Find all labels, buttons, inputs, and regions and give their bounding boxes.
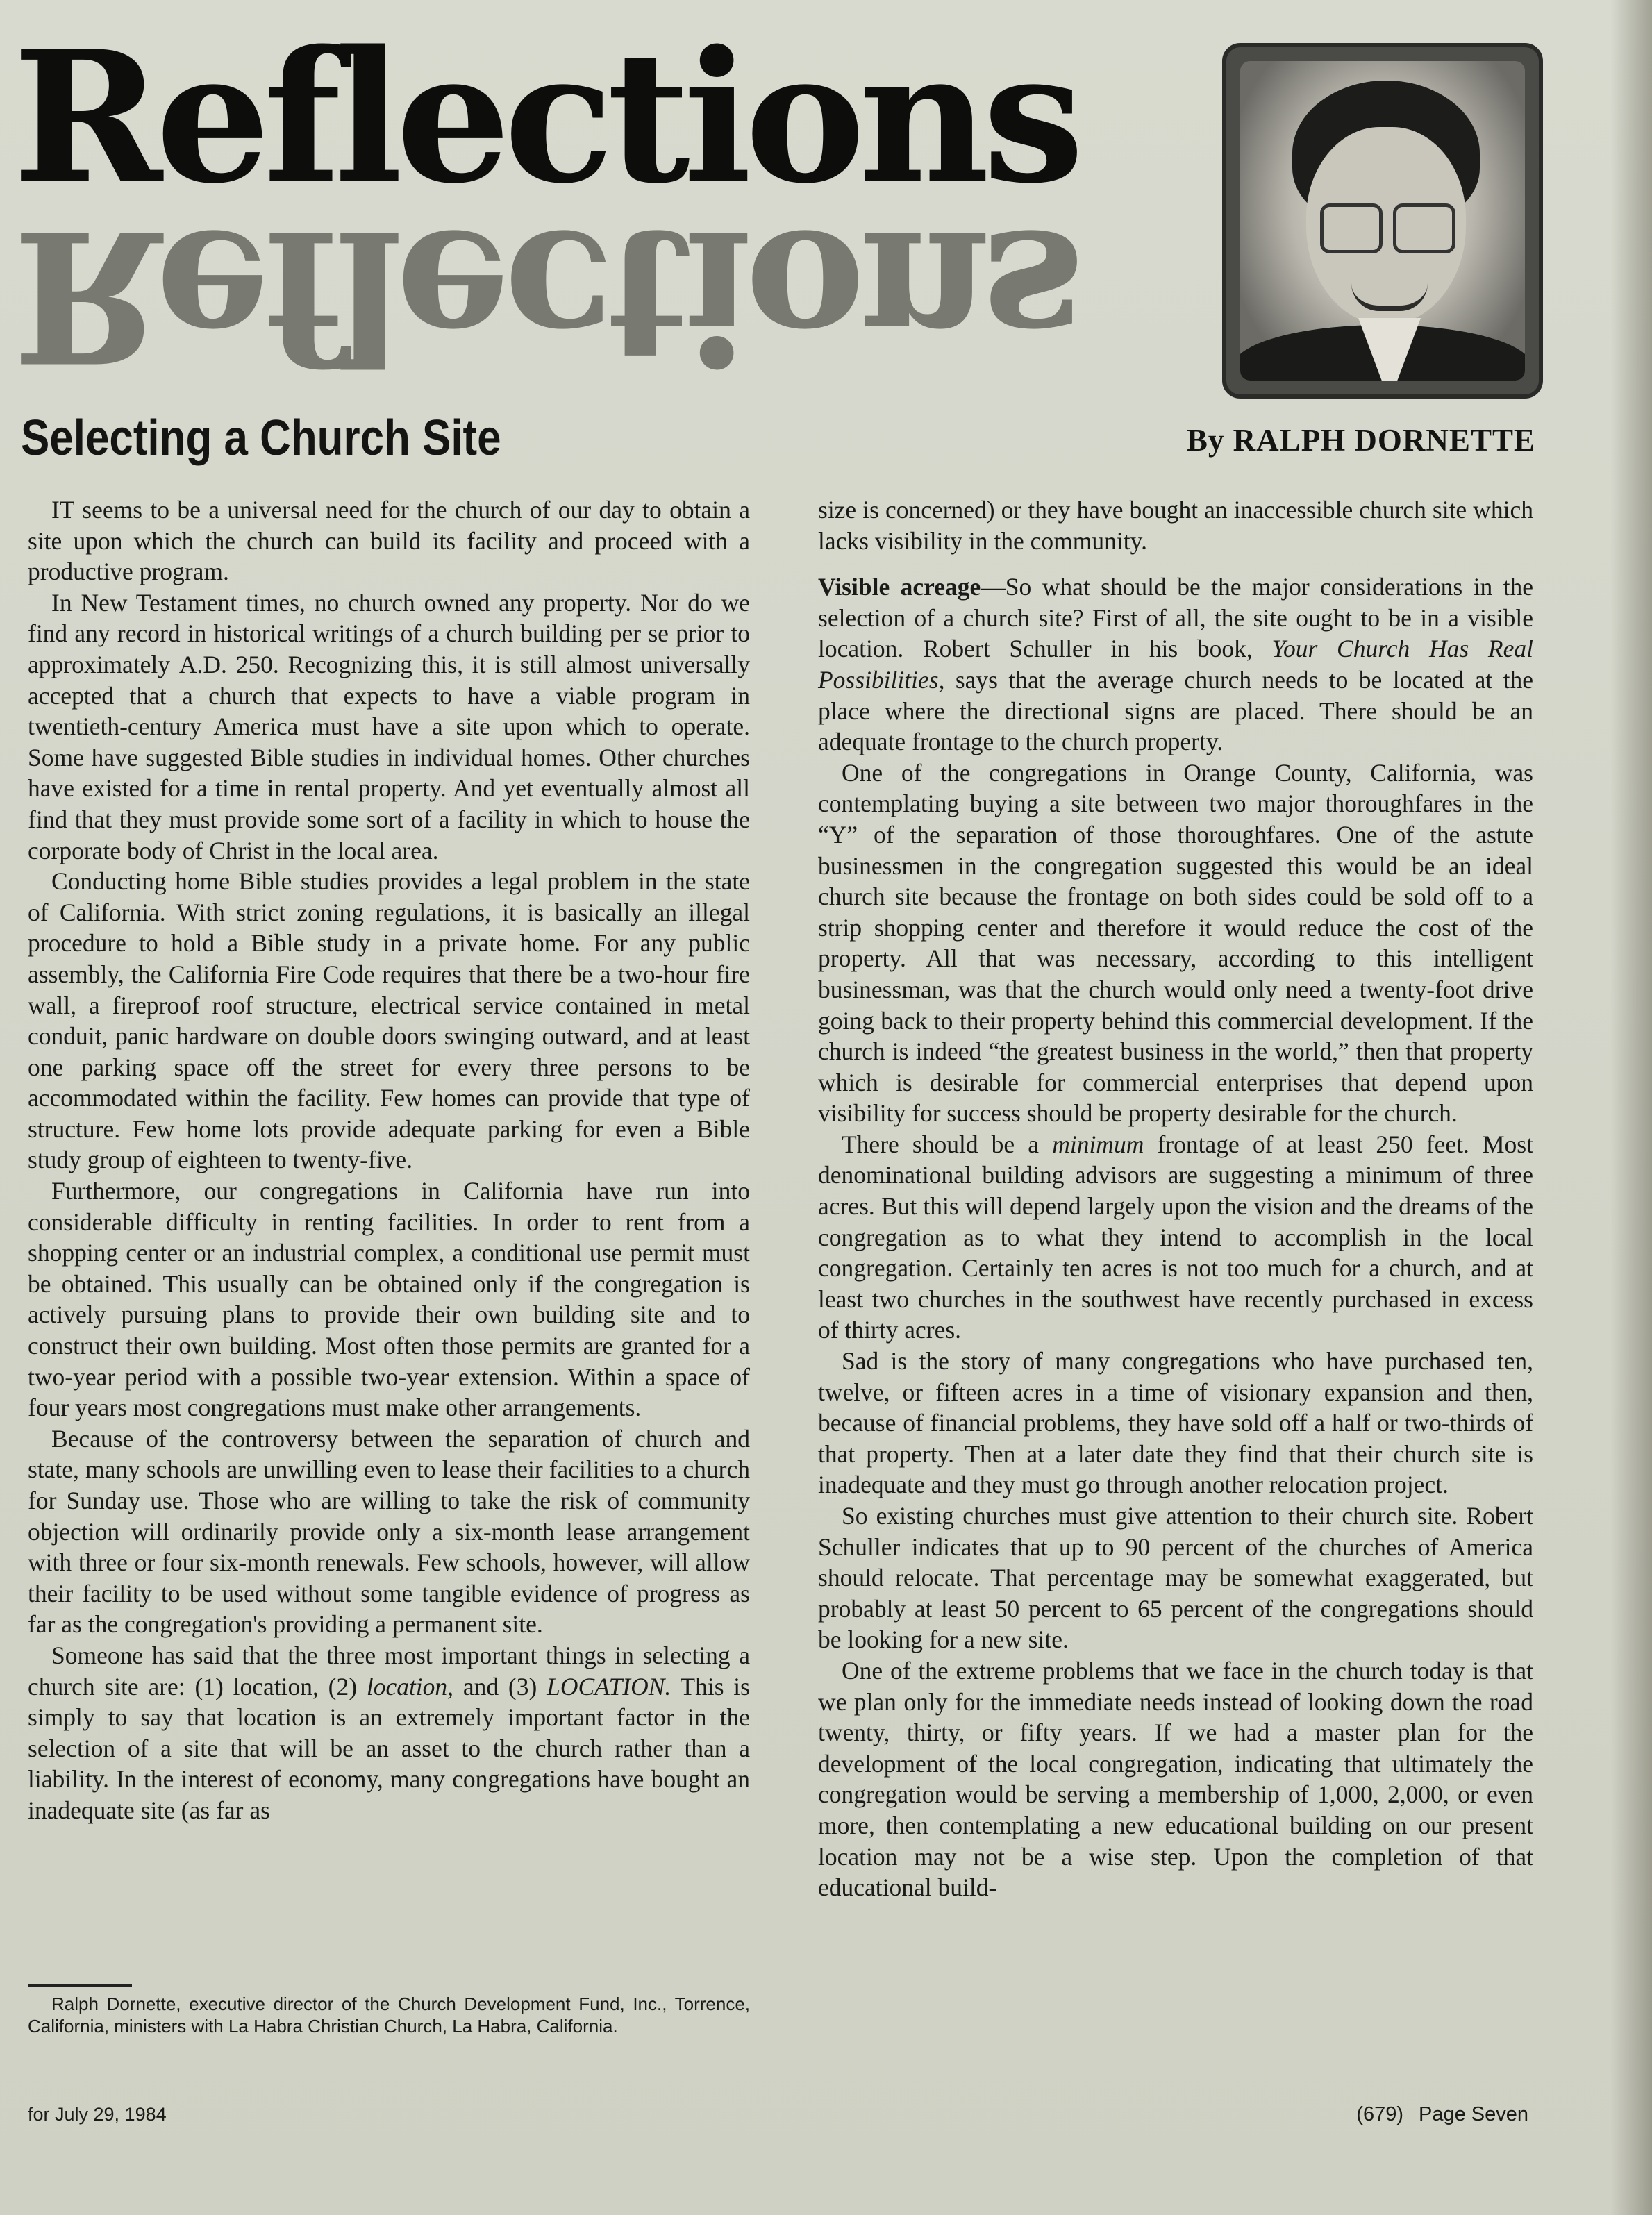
masthead-title-reflection: Reflections <box>12 190 1078 401</box>
paragraph <box>818 1129 1533 1346</box>
article-byline: By RALPH DORNETTE <box>1186 423 1535 458</box>
paragraph: Conducting home Bible studies provides a legal problem in the state of California. With strict zoning regulations, it is basically an illegal procedure to hold a Bible study in a private home. For any public assembly, the California Fire Code requires that there be a two-hour fire wall, a fireproof roof structure, electrical service contained in metal conduit, panic hardware on double doors swinging outward, and at least one parking space off the street for every three persons to be accommodated within the facility. Few homes can provide that type of structure. Few home lots provide adequate parking for even a Bible study group of eighteen to twenty-five. <box>28 867 750 1174</box>
masthead <box>12 12 1193 410</box>
page-label: Page Seven <box>1418 2103 1528 2125</box>
paragraph <box>28 1640 750 1826</box>
paragraph: One of the extreme problems that we face in the church today is that we plan only for the immediate needs instead of looking down the road twenty, thirty, or fifty years. If we had a master plan for the development of the local congregation, indicating that ultimately the congregation would be serving a membership of 1,000, 2,000, or even more, then contemplating a new educational building on our present location may not be a wise step. Upon the completion of that educational build- <box>818 1656 1533 1902</box>
portrait-glasses-left <box>1320 203 1383 253</box>
page-code: (679) <box>1356 2103 1403 2125</box>
masthead-title: Reflections <box>12 12 1078 224</box>
paragraph: size is concerned) or they have bought an inaccessible church site which lacks visibility in the community. <box>818 496 1533 555</box>
portrait-glasses-right <box>1393 203 1455 253</box>
author-footnote: Ralph Dornette, executive director of the Church Development Fund, Inc., Torrence, California, ministers with La Habra Christian Church, La Habra, California. <box>28 1994 750 2037</box>
article-column-left <box>28 494 750 1826</box>
text-run: frontage of at least 250 feet. Most denominational building advisors are suggesting a minimum of three acres. But this will depend largely upon the vision and the dreams of the congregation as to what they intend to accomplish in the local congregation. Certainly ten acres is not too much for a church, and at least two churches in the southwest have recently purchased in excess of thirty acres. <box>818 1130 1533 1344</box>
footnote-rule <box>28 1984 132 1987</box>
paragraph: Sad is the story of many congregations who have purchased ten, twelve, or fifteen acres in a time of visionary expansion and then, because of financial problems, they have sold off a half or two-thirds of that property. Then at a later date they find that their church site is inadequate and they must go through another relocation project. <box>818 1347 1533 1499</box>
paragraph: Because of the controversy between the separation of church and state, many schools are unwilling even to lease their facilities to a church for Sunday use. Those who are willing to take the risk of community objection will ordinarily provide only a six-month lease arrangement with three or four six-month renewals. Few schools, however, will allow their facility to be used without some tangible evidence of progress as far as the congregation's providing a permanent site. <box>28 1424 750 1639</box>
paragraph <box>818 571 1533 758</box>
paragraph: IT seems to be a universal need for the church of our day to obtain a site upon which the church can build its facility and proceed with a productive program. <box>28 496 750 586</box>
author-portrait <box>1240 61 1525 381</box>
footer-page-number <box>1356 2103 1528 2126</box>
text-run: In New Testament times, no church owned any property. Nor do we find any record in historical writings of a church building per se prior to approximately <box>28 588 750 678</box>
text-run-italic: LOCATION. <box>547 1672 671 1700</box>
text-run: —So what should be the major considerations in the selection of a church site? First of all, the site ought to be in a visible location. Robert Schuller in his book, <box>818 573 1534 663</box>
paragraph <box>28 587 750 866</box>
paragraph: Furthermore, our congregations in California have run into considerable difficulty in renting facilities. In order to rent from a shopping center or an industrial complex, a conditional use permit must be obtained. This usually can be obtained only if the congregation is actively pursuing plans to provide their own building site and to construct their own building. Most often those permits are granted for a two-year period with a possible two-year extension. Within a space of four years most congregations must make other arrangements. <box>28 1177 750 1422</box>
text-run: and (3) <box>453 1672 547 1700</box>
text-run: There should be a <box>842 1130 1053 1158</box>
text-run-smallcaps: A.D. <box>178 650 227 678</box>
text-run-italic: minimum <box>1052 1130 1144 1158</box>
article-title: Selecting a Church Site <box>21 410 501 466</box>
paragraph: One of the congregations in Orange County, California, was contemplating buying a site between two major thoroughfares in the “Y” of the separation of those thoroughfares. One of the astute businessmen in the congregation suggested this would be an ideal church site because the frontage on both sides could be sold off to a strip shopping center and therefore it would reduce the cost of the property. All that was necessary, according to this intelligent businessman, was that the church would only need a twenty-foot drive going back to their property behind this commercial development. If the church is indeed “the greatest business in the world,” then that property which is desirable for commercial enterprises that depend upon visibility for success should be property desirable for the church. <box>818 758 1533 1128</box>
text-run: says that the average church needs to be located at the place where the directional signs are placed. There should be an adequate frontage to the church property. <box>818 665 1533 756</box>
author-photo <box>1222 43 1543 399</box>
footer-issue-date: for July 29, 1984 <box>28 2104 167 2125</box>
text-run: This is simply to say that location is an extremely important factor in the selection of a site that will be an asset to the church rather than a liability. In the interest of economy, many congregations have bought an inadequate site (as far as <box>28 1672 750 1824</box>
section-lead-label: Visible acreage <box>818 573 981 601</box>
text-run-italic: location, <box>366 1672 454 1700</box>
paragraph: So existing churches must give attention to their church site. Robert Schuller indicates that up to 90 percent of the churches of America should relocate. That percentage may be somewhat exaggerated, but probably at least 50 percent to 65 percent of the congregations should be looking for a new site. <box>818 1502 1533 1654</box>
page-spine-shadow <box>1610 0 1652 2215</box>
article-column-right <box>818 494 1533 1903</box>
text-run: 250. Recognizing this, it is still almost universally accepted that a church that expects to have a viable program in twentieth-century America must have a site upon which to operate. Some have suggested Bible studies in individual homes. Other churches have existed for a time in rental property. And yet eventually almost all find that they must provide some sort of a facility in which to house the corporate body of Christ in the local area. <box>28 650 750 864</box>
book-title: Your Church Has Real Possibilities, <box>818 635 1533 694</box>
text-run: Someone has said that the three most important things in selecting a church site are: (1) location, (2) <box>28 1641 750 1700</box>
